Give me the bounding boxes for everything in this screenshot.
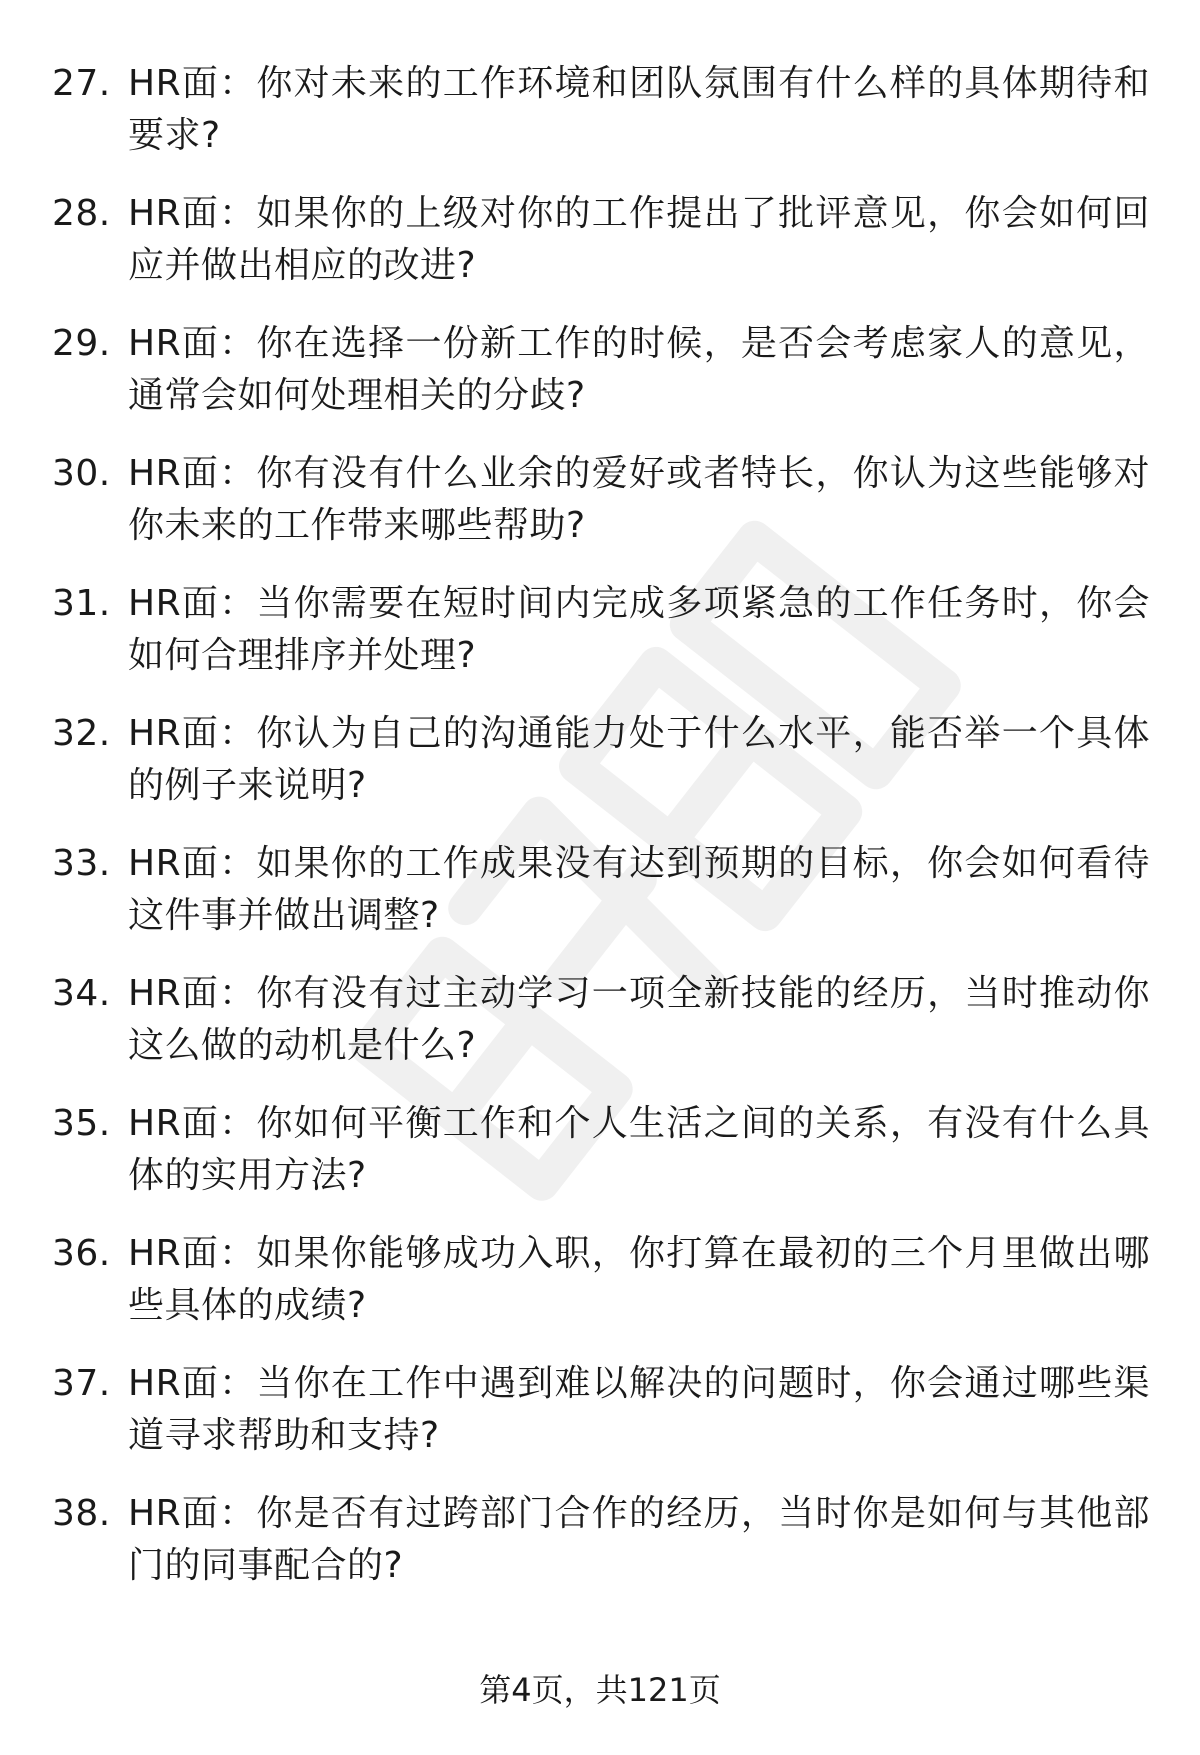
question-body: 你认为自己的沟通能力处于什么水平，能否举一个具体的例子来说明? — [128, 713, 1150, 806]
question-body: 当你在工作中遇到难以解决的问题时，你会通过哪些渠道寻求帮助和支持? — [128, 1363, 1150, 1456]
question-body: 你有没有过主动学习一项全新技能的经历，当时推动你这么做的动机是什么? — [128, 973, 1150, 1066]
question-body: 当你需要在短时间内完成多项紧急的工作任务时，你会如何合理排序并处理? — [128, 583, 1150, 676]
question-item — [0, 188, 1200, 318]
question-number: 36. — [52, 1233, 111, 1274]
question-number: 33. — [52, 843, 111, 884]
question-number: 35. — [52, 1103, 111, 1144]
question-text — [128, 448, 1150, 552]
question-text — [128, 58, 1150, 162]
page-footer: 第4页，共121页 — [479, 1671, 721, 1709]
question-prefix: HR面： — [128, 713, 257, 754]
question-text — [128, 708, 1150, 812]
question-body: 你是否有过跨部门合作的经历，当时你是如何与其他部门的同事配合的? — [128, 1493, 1150, 1586]
question-item — [0, 708, 1200, 838]
question-prefix: HR面： — [128, 843, 257, 884]
question-number: 37. — [52, 1363, 111, 1404]
question-prefix: HR面： — [128, 63, 257, 104]
question-text — [128, 318, 1150, 422]
question-body: 你如何平衡工作和个人生活之间的关系，有没有什么具体的实用方法? — [128, 1103, 1150, 1196]
question-text — [128, 1228, 1150, 1332]
question-item — [0, 968, 1200, 1098]
question-body: 你有没有什么业余的爱好或者特长，你认为这些能够对你未来的工作带来哪些帮助? — [128, 453, 1150, 546]
question-prefix: HR面： — [128, 453, 257, 494]
question-prefix: HR面： — [128, 1493, 257, 1534]
question-body: 如果你能够成功入职，你打算在最初的三个月里做出哪些具体的成绩? — [128, 1233, 1150, 1326]
question-item — [0, 838, 1200, 968]
question-item — [0, 448, 1200, 578]
question-body: 如果你的上级对你的工作提出了批评意见，你会如何回应并做出相应的改进? — [128, 193, 1150, 286]
question-number: 34. — [52, 973, 111, 1014]
question-number: 29. — [52, 323, 111, 364]
question-body: 你对未来的工作环境和团队氛围有什么样的具体期待和要求? — [128, 63, 1150, 156]
question-item — [0, 1098, 1200, 1228]
question-text — [128, 1488, 1150, 1592]
question-number: 28. — [52, 193, 111, 234]
question-list — [0, 58, 1200, 1618]
question-prefix: HR面： — [128, 193, 257, 234]
question-prefix: HR面： — [128, 1363, 257, 1404]
question-item — [0, 578, 1200, 708]
question-text — [128, 1098, 1150, 1202]
question-text — [128, 578, 1150, 682]
question-item — [0, 318, 1200, 448]
question-item — [0, 1228, 1200, 1358]
question-prefix: HR面： — [128, 1103, 257, 1144]
question-body: 你在选择一份新工作的时候，是否会考虑家人的意见，通常会如何处理相关的分歧? — [128, 323, 1150, 416]
question-number: 30. — [52, 453, 111, 494]
question-item — [0, 1488, 1200, 1618]
question-number: 27. — [52, 63, 111, 104]
question-number: 32. — [52, 713, 111, 754]
question-prefix: HR面： — [128, 323, 257, 364]
question-prefix: HR面： — [128, 973, 257, 1014]
question-text — [128, 188, 1150, 292]
question-text — [128, 838, 1150, 942]
question-text — [128, 968, 1150, 1072]
question-number: 38. — [52, 1493, 111, 1534]
question-body: 如果你的工作成果没有达到预期的目标，你会如何看待这件事并做出调整? — [128, 843, 1150, 936]
question-prefix: HR面： — [128, 583, 257, 624]
question-item — [0, 58, 1200, 188]
question-prefix: HR面： — [128, 1233, 257, 1274]
question-text — [128, 1358, 1150, 1462]
question-number: 31. — [52, 583, 111, 624]
question-item — [0, 1358, 1200, 1488]
